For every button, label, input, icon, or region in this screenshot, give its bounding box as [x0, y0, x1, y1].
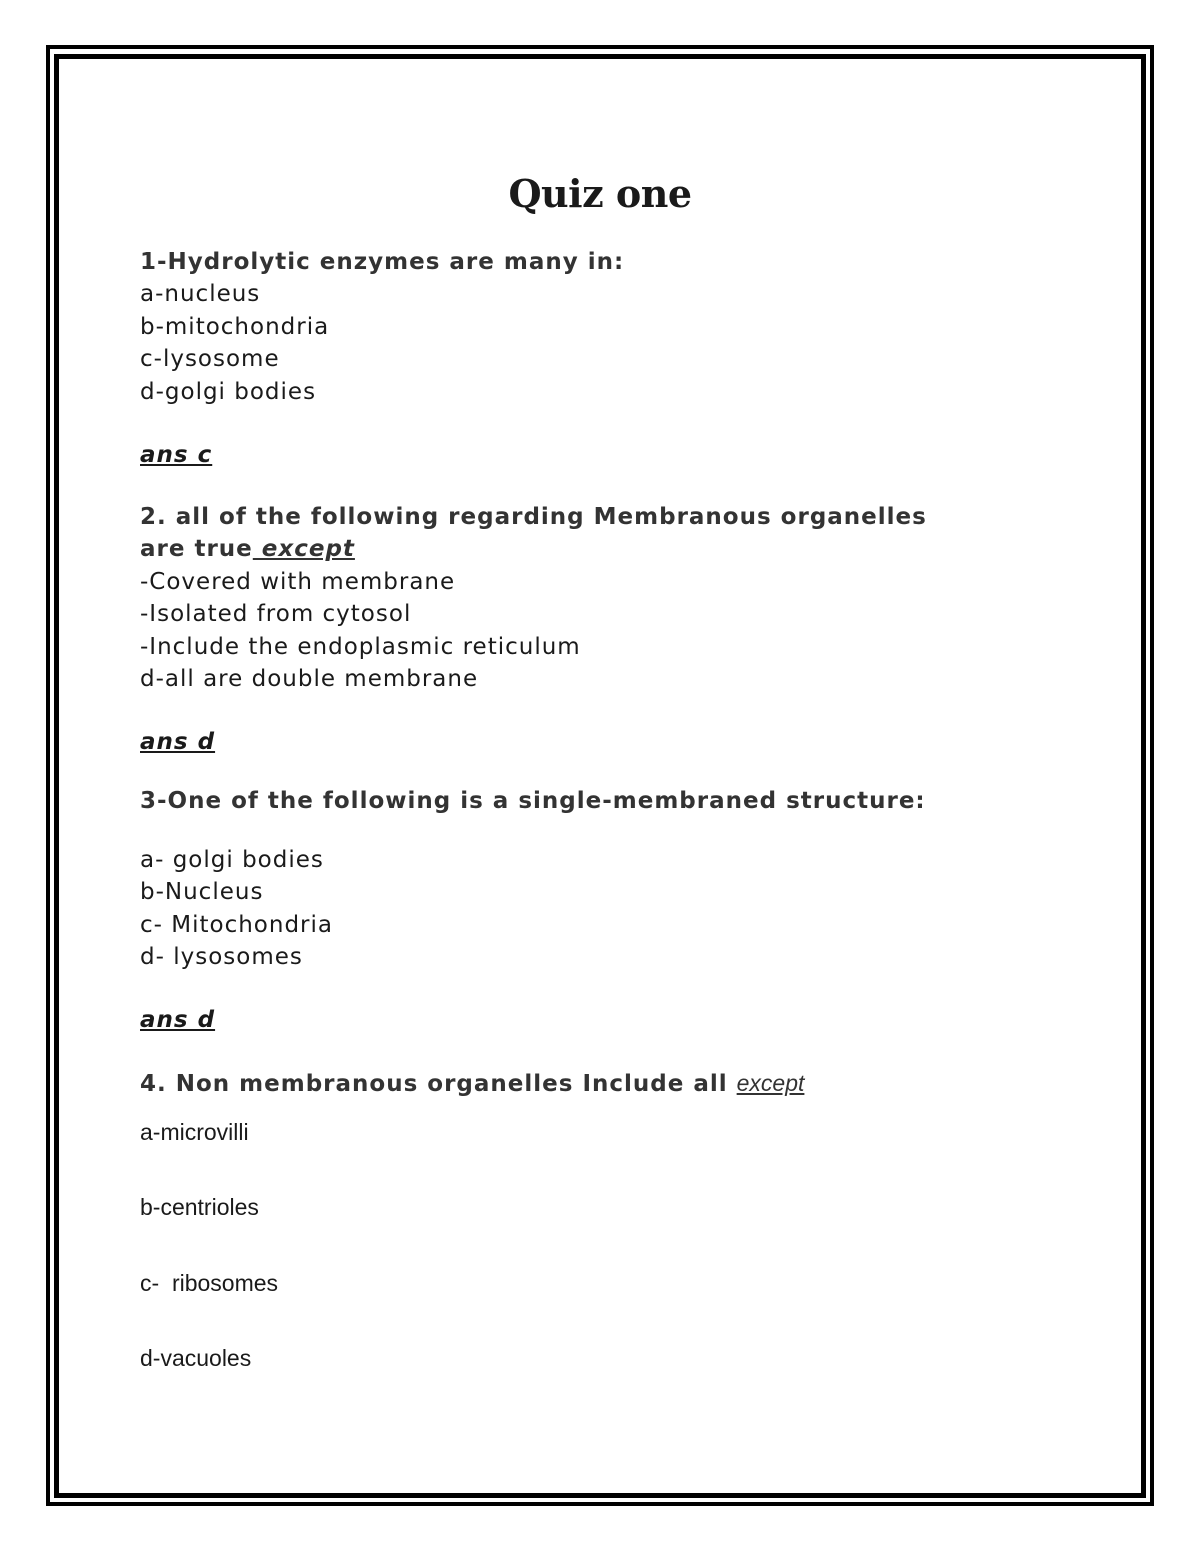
question-2-stem-text: are true [140, 536, 253, 563]
question-3-option-c: c- Mitochondria [140, 911, 333, 938]
question-3-answer: ans d [140, 1007, 216, 1033]
question-2-answer: ans d [140, 729, 216, 755]
question-1-option-d: d-golgi bodies [140, 378, 317, 405]
question-1-option-c: c-lysosome [140, 346, 280, 373]
question-2-stem-line-1: 2. all of the following regarding Membranous organelles [140, 504, 927, 530]
question-2-except-emphasis: except [252, 536, 355, 563]
question-3-option-a: a- golgi bodies [140, 847, 324, 873]
question-3-stem-row [140, 785, 926, 817]
question-1 [140, 246, 624, 408]
question-4-option-d: d-vacuoles [140, 1345, 252, 1371]
question-3-option-b: b-Nucleus [140, 879, 264, 906]
question-1-option-a: a-nucleus [140, 281, 261, 308]
question-2 [140, 501, 927, 695]
question-2-option-3: -Include the endoplasmic reticulum [140, 633, 581, 660]
question-3-option-d: d- lysosomes [140, 944, 303, 971]
question-4-stem: 4. Non membranous organelles Include all [140, 1071, 737, 1097]
question-4-stem-line [140, 1067, 804, 1100]
question-4-stem-row [140, 1067, 804, 1100]
question-4-option-c: c- ribosomes [140, 1270, 279, 1296]
question-1-answer: ans c [140, 442, 213, 468]
question-1-stem: 1-Hydrolytic enzymes are many in: [140, 249, 625, 275]
question-3-options [140, 844, 333, 974]
page-title: Quiz one [508, 171, 692, 216]
question-1-option-b: b-mitochondria [140, 313, 330, 340]
question-4-option-a: a-microvilli [140, 1119, 249, 1145]
question-4-except-emphasis: except [736, 1070, 805, 1096]
question-2-option-2: -Isolated from cytosol [140, 601, 412, 628]
question-2-option-1: -Covered with membrane [140, 568, 456, 595]
question-3-stem: 3-One of the following is a single-membraned structure: [140, 788, 926, 814]
question-2-stem-line-2 [140, 533, 927, 565]
question-2-option-d: d-all are double membrane [140, 666, 479, 693]
question-4-option-b: b-centrioles [140, 1194, 259, 1220]
